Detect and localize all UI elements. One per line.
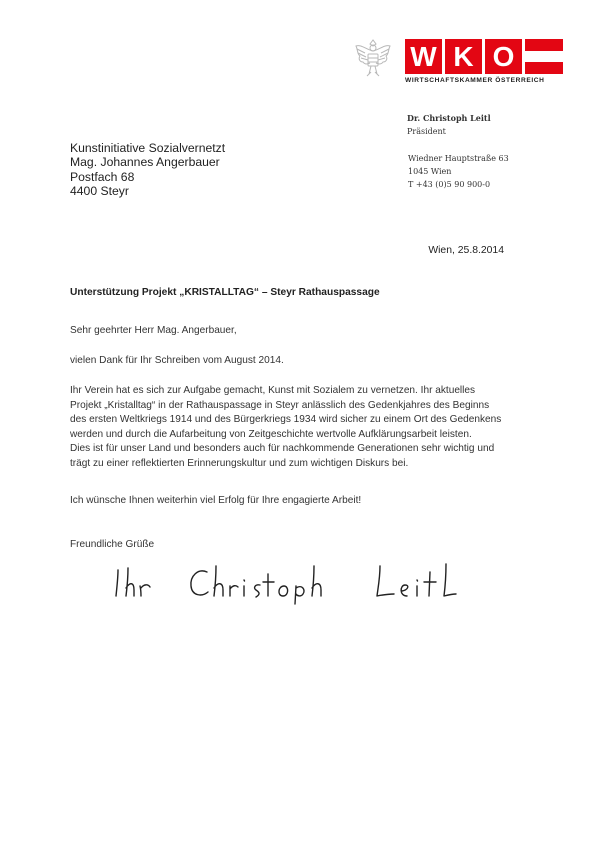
- recipient-line: 4400 Steyr: [70, 184, 129, 199]
- sender-name: Dr. Christoph Leitl: [407, 113, 491, 123]
- recipient-line: Mag. Johannes Angerbauer: [70, 155, 220, 170]
- sender-address: [408, 152, 509, 191]
- austrian-flag-icon: [525, 39, 563, 74]
- paragraph-line: Ihr Verein hat es sich zur Aufgabe gemacht, Kunst mit Sozialem zu vernetzen. Ihr aktuelles: [70, 385, 476, 396]
- sender-block: [407, 112, 491, 138]
- wish-paragraph: Ich wünsche Ihnen weiterhin viel Erfolg für Ihre engagierte Arbeit!: [70, 495, 362, 506]
- thanks-paragraph: vielen Dank für Ihr Schreiben vom August 2014.: [70, 355, 284, 366]
- recipient-address: [70, 141, 225, 199]
- austrian-eagle-icon: [353, 36, 393, 80]
- closing: Freundliche Grüße: [70, 539, 155, 550]
- logo-subtitle: WIRTSCHAFTSKAMMER ÖSTERREICH: [405, 77, 545, 84]
- handwritten-signature: [112, 556, 484, 606]
- address-line: 1045 Wien: [408, 167, 452, 176]
- paragraph-line: trägt zu einer reflektierten Erinnerungskultur und zum wichtigen Diskurs bei.: [70, 457, 409, 469]
- logo-letter: O: [485, 39, 522, 74]
- logo-letter: W: [405, 39, 442, 74]
- paragraph-line: Projekt „Kristalltag“ in der Rathauspassage in Steyr anlässlich des Gedenkjahres des Beginns: [70, 399, 490, 411]
- logo-letter: K: [445, 39, 482, 74]
- main-paragraph: [70, 384, 510, 472]
- letter-date: Wien, 25.8.2014: [428, 245, 504, 256]
- address-line: Wiedner Hauptstraße 63: [408, 154, 509, 163]
- wko-logo: [405, 39, 563, 89]
- paragraph-line: Dies ist für unser Land und besonders auch für nachkommende Generationen sehr wichtig und: [70, 443, 495, 455]
- subject-line: Unterstützung Projekt „KRISTALLTAG“ – Steyr Rathauspassage: [70, 287, 380, 298]
- address-line: T +43 (0)5 90 900-0: [408, 180, 491, 189]
- recipient-line: Kunstinitiative Sozialvernetzt: [70, 141, 226, 155]
- paragraph-line: werden und durch die Aufarbeitung von Zeitgeschichte wertvolle Aufklärungsarbeit leisten.: [70, 428, 472, 440]
- recipient-line: Postfach 68: [70, 169, 135, 184]
- salutation: Sehr geehrter Herr Mag. Angerbauer,: [70, 325, 237, 336]
- sender-title: Präsident: [407, 127, 446, 136]
- paragraph-line: des ersten Weltkriegs 1914 und des Bürgerkriegs 1934 wird sicher zu einem Ort des Gedenkens: [70, 414, 502, 426]
